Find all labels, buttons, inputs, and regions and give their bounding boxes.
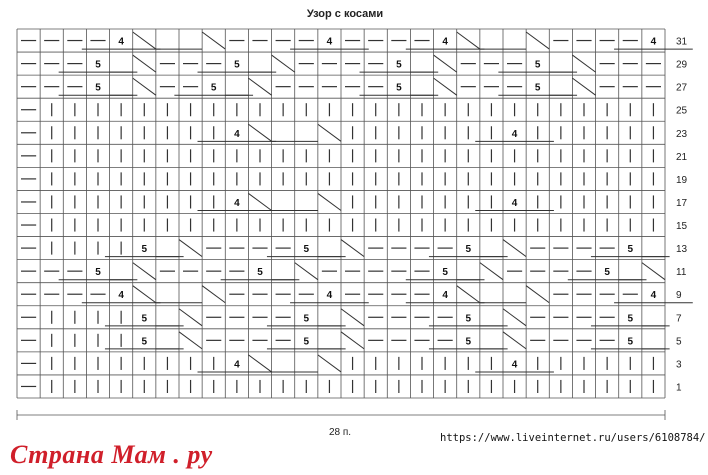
cable-slant [133, 263, 156, 280]
row-number: 9 [676, 290, 682, 302]
cable-count-label: 5 [627, 313, 634, 325]
cable-slant [526, 286, 549, 303]
row-numbers [676, 37, 688, 394]
row-number: 31 [676, 36, 688, 48]
cable-count-label: 5 [627, 244, 634, 256]
cable-slant [341, 240, 364, 257]
site-logo: Страна Мам . ру [10, 440, 213, 469]
cable-slant [642, 263, 665, 280]
cable-count-label: 5 [141, 244, 148, 256]
cable-count-label: 4 [234, 197, 240, 209]
cable-count-label: 5 [210, 82, 217, 94]
cable-count-label: 4 [326, 36, 333, 48]
cable-slant [526, 32, 549, 49]
cable-slant [248, 124, 271, 141]
cable-slant [318, 193, 341, 210]
cable-slant [457, 32, 480, 49]
cable-slant [179, 240, 202, 257]
row-number: 29 [676, 59, 688, 71]
row-number: 5 [676, 336, 682, 348]
cable-slant [434, 55, 457, 72]
cable-slant [503, 332, 526, 349]
cable-slant [133, 78, 156, 95]
cable-count-label: 5 [534, 82, 541, 94]
cable-count-label: 5 [465, 244, 472, 256]
cable-slant [572, 55, 595, 72]
stitch-count-label: 28 п. [320, 427, 360, 438]
cable-slant [341, 332, 364, 349]
row-number: 11 [676, 267, 687, 279]
row-number: 23 [676, 128, 688, 140]
cable-count-label: 5 [303, 244, 310, 256]
cable-slant [133, 286, 156, 303]
cable-count-label: 5 [465, 313, 472, 325]
cable-count-label: 4 [511, 128, 518, 140]
cable-count-label: 5 [95, 82, 101, 94]
cable-count-label: 5 [141, 336, 148, 348]
cable-count-label: 4 [650, 290, 657, 302]
source-url: https://www.liveinternet.ru/users/6108784/ [440, 432, 706, 444]
cable-count-label: 4 [118, 290, 124, 302]
row-number: 27 [676, 82, 688, 94]
width-bracket [17, 410, 665, 420]
cable-count-label: 4 [442, 36, 448, 48]
cable-slant [434, 78, 457, 95]
cable-count-label: 5 [257, 267, 263, 279]
cable-count-label: 5 [141, 313, 148, 325]
chart-symbols [21, 32, 693, 393]
row-number: 1 [676, 382, 682, 394]
cable-slant [480, 263, 503, 280]
chart-title: Узор с косами [306, 8, 384, 20]
cable-slant [318, 355, 341, 372]
cable-count-label: 5 [627, 336, 634, 348]
cable-count-label: 5 [442, 267, 448, 279]
cable-count-label: 4 [118, 36, 124, 48]
cable-slant [295, 263, 318, 280]
cable-slant [202, 286, 225, 303]
row-number: 19 [676, 174, 688, 186]
row-number: 7 [676, 313, 682, 325]
cable-slant [503, 309, 526, 326]
cable-count-label: 5 [465, 336, 472, 348]
cable-count-label: 4 [234, 128, 240, 140]
cable-slant [179, 309, 202, 326]
cable-count-label: 5 [95, 59, 101, 71]
cable-slant [202, 32, 225, 49]
cable-count-label: 5 [534, 59, 541, 71]
row-number: 25 [676, 105, 688, 117]
cable-slant [457, 286, 480, 303]
cable-count-label: 4 [442, 290, 448, 302]
cable-count-label: 5 [234, 59, 240, 71]
cable-count-label: 4 [511, 197, 518, 209]
row-number: 13 [676, 244, 688, 256]
cable-slant [133, 55, 156, 72]
cable-count-label: 4 [326, 290, 333, 302]
cable-count-label: 5 [604, 267, 610, 279]
cable-count-label: 5 [396, 59, 402, 71]
row-number: 21 [676, 151, 688, 163]
cable-count-label: 5 [303, 313, 310, 325]
cable-slant [503, 240, 526, 257]
cable-count-label: 5 [396, 82, 402, 94]
cable-slant [318, 124, 341, 141]
chart-grid [17, 29, 665, 398]
cable-slant [248, 78, 271, 95]
cable-slant [248, 355, 271, 372]
cable-slant [179, 332, 202, 349]
cable-slant [272, 55, 295, 72]
row-number: 3 [676, 359, 682, 371]
row-number: 17 [676, 197, 688, 209]
cable-slant [133, 32, 156, 49]
cable-count-label: 5 [95, 267, 101, 279]
row-number: 15 [676, 221, 688, 233]
cable-count-label: 4 [650, 36, 657, 48]
cable-slant [572, 78, 595, 95]
cable-count-label: 4 [511, 359, 518, 371]
cable-count-label: 4 [234, 359, 240, 371]
cable-count-label: 5 [303, 336, 310, 348]
cable-slant [341, 309, 364, 326]
cable-slant [248, 193, 271, 210]
